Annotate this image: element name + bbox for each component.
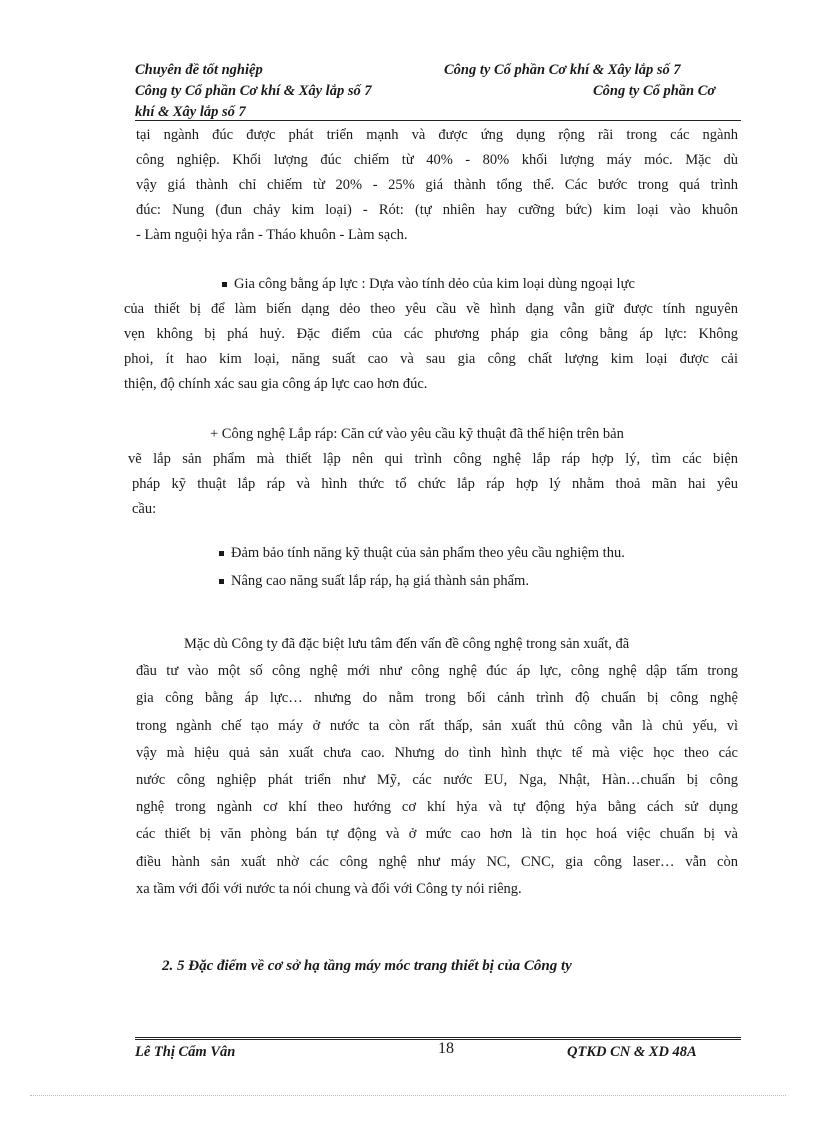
text-line: xa tầm với đối với nước ta nói chung và đối với Công ty nói riêng. xyxy=(136,880,522,897)
text-line: điều hành sản xuất nhờ các công nghệ như máy NC, CNC, gia công laser… vẫn còn xyxy=(136,853,738,870)
page-bottom-dotted-line xyxy=(30,1095,786,1096)
list-item-text: Nâng cao năng suất lắp ráp, hạ giá thành sản phẩm. xyxy=(231,573,529,589)
page-number: 18 xyxy=(438,1040,454,1057)
bullet-line xyxy=(124,272,738,297)
text-line: pháp kỹ thuật lắp ráp và hình thức tổ chức lắp ráp hợp lý nhằm thoả mãn hai yêu xyxy=(132,476,738,492)
text-line: vẹn không bị phá huỷ. Đặc điểm của các phương pháp gia công bằng áp lực: Không xyxy=(124,326,738,342)
square-bullet-icon xyxy=(219,545,231,561)
text-line: vẽ lắp sản phẩm mà thiết lập nên qui trình công nghệ lắp ráp hợp lý, tìm các biện xyxy=(128,451,738,467)
header-left-line2: Công ty Cổ phần Cơ khí & Xây lắp số 7 xyxy=(135,83,372,99)
paragraph-technology-status xyxy=(136,631,738,903)
text-line: vậy giá thành chỉ chiếm từ 20% - 25% giá thành tổng thể. Các bước trong quá trình xyxy=(136,177,738,193)
header-left-line1: Chuyên đề tốt nghiệp xyxy=(135,62,263,78)
square-bullet-icon xyxy=(219,573,231,589)
header-left-line3: khí & Xây lắp số 7 xyxy=(135,104,246,120)
paragraph-casting xyxy=(136,123,738,248)
text-line: các thiết bị văn phòng bán tự động và ở mức cao hơn là tin học hoá việc chuẩn bị và xyxy=(136,826,738,843)
text-line: đúc: Nung (đun chảy kim loại) - Rót: (tự nhiên hay cưỡng bức) kim loại vào khuôn xyxy=(136,202,738,218)
header-right-line1: Công ty Cổ phần Cơ khí & Xây lắp số 7 xyxy=(444,62,681,78)
footer-class-code: QTKD CN & XD 48A xyxy=(567,1044,697,1060)
text-line: - Làm nguội hỷa rắn - Tháo khuôn - Làm sạch. xyxy=(136,227,408,243)
list-item xyxy=(219,541,739,566)
square-bullet-icon xyxy=(222,276,234,292)
bullet-list xyxy=(219,541,739,594)
paragraph-assembly xyxy=(124,422,738,522)
text-line: Mặc dù Công ty đã đặc biệt lưu tâm đến vấn đề công nghệ trong sản xuất, đã xyxy=(184,636,630,652)
text-line: nước công nghiệp phát triển như Mỹ, các nước EU, Nga, Nhật, Hàn…chuẩn bị công xyxy=(136,772,738,789)
text-line: cầu: xyxy=(132,501,157,517)
text-line: trong ngành chế tạo máy ở nước ta còn rất thấp, sản xuất thủ công vẫn là chủ yếu, vì xyxy=(136,717,738,734)
text-line: phoi, ít hao kim loại, năng suất cao và sau gia công chất lượng kim loại được cải xyxy=(124,351,738,367)
text-line: tại ngành đúc được phát triển mạnh và được ứng dụng rộng rãi trong các ngành xyxy=(136,127,738,143)
text-line: của thiết bị để làm biến dạng dẻo theo yêu cầu về hình dạng vẫn giữ được tính nguyên xyxy=(124,301,738,317)
header-right-line2: Công ty Cổ phần Cơ xyxy=(593,83,716,99)
header-rule xyxy=(135,120,741,121)
text-line: công nghiệp. Khối lượng đúc chiếm từ 40% - 80% khối lượng máy móc. Mặc dù xyxy=(136,152,738,168)
text-line: gia công bằng áp lực… nhưng do nằm trong bối cảnh trình độ chuẩn bị công nghệ xyxy=(136,690,738,707)
footer-author: Lê Thị Cẩm Vân xyxy=(135,1044,236,1060)
paragraph-pressure-forming xyxy=(124,272,738,397)
text-line: vậy mà hiệu quả sản xuất chưa cao. Nhưng do tình hình thực tế mà việc học theo các xyxy=(136,744,738,761)
text-line: thiện, độ chính xác sau gia công áp lực cao hơn đúc. xyxy=(124,376,428,392)
list-item xyxy=(219,569,739,594)
text-line: + Công nghệ Lắp ráp: Căn cứ vào yêu cầu kỹ thuật đã thể hiện trên bản xyxy=(210,426,624,442)
list-item-text: Đảm bảo tính năng kỹ thuật của sản phẩm theo yêu cầu nghiệm thu. xyxy=(231,545,625,561)
text-line: đầu tư vào một số công nghệ mới như công nghệ đúc áp lực, công nghệ dập tấm trong xyxy=(136,663,738,680)
bullet-text: Gia công bằng áp lực : Dựa vào tính dẻo của kim loại dùng ngoại lực xyxy=(234,276,635,292)
section-heading: 2. 5 Đặc điểm về cơ sở hạ tầng máy móc trang thiết bị của Công ty xyxy=(162,958,572,974)
text-line: nghệ trong ngành cơ khí theo hướng cơ khí hỷa và tự động hỷa bằng cách sử dụng xyxy=(136,799,738,816)
